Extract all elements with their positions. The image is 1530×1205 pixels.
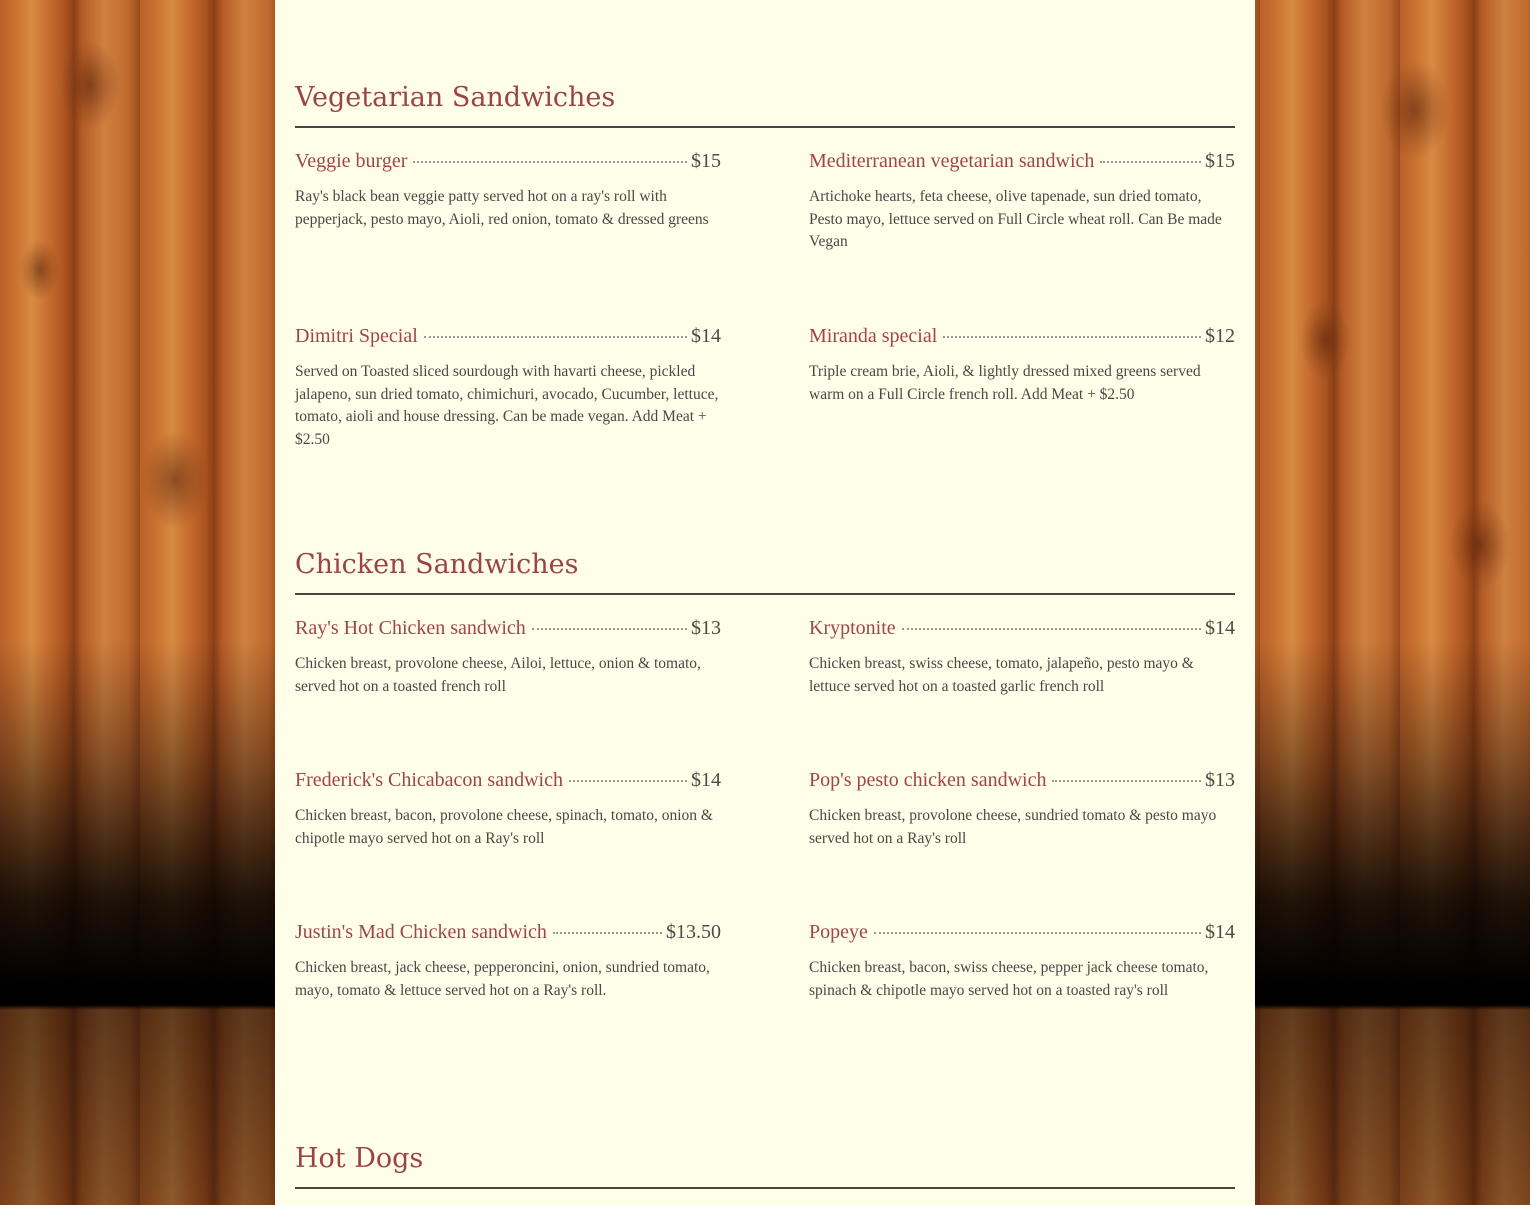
menu-item bbox=[809, 150, 1235, 254]
dot-leader bbox=[553, 932, 662, 934]
menu-item-name: Veggie burger bbox=[295, 150, 408, 172]
dot-leader bbox=[569, 780, 687, 782]
menu-item-price: $13.50 bbox=[666, 921, 721, 943]
menu-item-description: Chicken breast, provolone cheese, Ailoi, lettuce, onion & tomato, served hot on a toasted french roll bbox=[295, 655, 701, 695]
dot-leader bbox=[532, 628, 687, 630]
menu-item-price: $13 bbox=[691, 617, 721, 639]
menu-item-price: $14 bbox=[1205, 921, 1235, 943]
menu-item-description: Chicken breast, bacon, swiss cheese, pepper jack cheese tomato, spinach & chipotle mayo served hot on a toasted ray's roll bbox=[809, 959, 1209, 999]
section-title: Hot Dogs bbox=[295, 1143, 424, 1174]
menu-item bbox=[295, 325, 721, 451]
wood-knot bbox=[1380, 60, 1450, 160]
menu-item bbox=[809, 769, 1235, 850]
dot-leader bbox=[1052, 780, 1201, 782]
wood-knot bbox=[1300, 300, 1350, 380]
menu-item bbox=[295, 921, 721, 1002]
wood-knot bbox=[140, 430, 210, 530]
menu-item-price: $14 bbox=[1205, 617, 1235, 639]
menu-item-name: Dimitri Special bbox=[295, 325, 418, 347]
dot-leader bbox=[1100, 161, 1201, 163]
menu-item-price: $15 bbox=[691, 150, 721, 172]
menu-item-price: $14 bbox=[691, 325, 721, 347]
menu-item-description: Ray's black bean veggie patty served hot on a ray's roll with pepperjack, pesto mayo, Aioli, red onion, tomato & dressed greens bbox=[295, 188, 709, 228]
menu-item-name: Miranda special bbox=[809, 325, 938, 347]
section-divider bbox=[295, 126, 1235, 128]
menu-item-header bbox=[295, 150, 721, 176]
dot-leader bbox=[874, 932, 1201, 934]
menu-item-header bbox=[295, 617, 721, 643]
menu-item-price: $12 bbox=[1205, 325, 1235, 347]
menu-item-description: Chicken breast, jack cheese, pepperoncini, onion, sundried tomato, mayo, tomato & lettuce served hot on a Ray's roll. bbox=[295, 959, 710, 999]
menu-item bbox=[295, 617, 721, 698]
menu-page bbox=[275, 0, 1255, 1205]
menu-item-description: Served on Toasted sliced sourdough with havarti cheese, pickled jalapeno, sun dried tomato, chimichuri, avocado, Cucumber, lettuce, tomato, aioli and house dressing. Can be made vegan. Add Meat + $2.50 bbox=[295, 363, 719, 448]
menu-item-header bbox=[295, 325, 721, 351]
menu-item-name: Kryptonite bbox=[809, 617, 896, 639]
menu-item-name: Justin's Mad Chicken sandwich bbox=[295, 921, 547, 943]
menu-item-header bbox=[809, 325, 1235, 351]
menu-item-price: $15 bbox=[1205, 150, 1235, 172]
section-title: Chicken Sandwiches bbox=[295, 549, 579, 580]
menu-item-description: Triple cream brie, Aioli, & lightly dressed mixed greens served warm on a Full Circle french roll. Add Meat + $2.50 bbox=[809, 363, 1201, 403]
menu-item-name: Ray's Hot Chicken sandwich bbox=[295, 617, 526, 639]
menu-item-price: $13 bbox=[1205, 769, 1235, 791]
wood-knot bbox=[1450, 500, 1510, 590]
menu-item-header bbox=[809, 921, 1235, 947]
menu-item-header bbox=[295, 769, 721, 795]
menu-item-name: Pop's pesto chicken sandwich bbox=[809, 769, 1047, 791]
menu-item bbox=[295, 769, 721, 850]
section-title: Vegetarian Sandwiches bbox=[295, 82, 616, 113]
menu-item-name: Popeye bbox=[809, 921, 868, 943]
menu-item-description: Chicken breast, provolone cheese, sundried tomato & pesto mayo served hot on a Ray's roll bbox=[809, 807, 1217, 847]
menu-item bbox=[809, 617, 1235, 698]
menu-item-price: $14 bbox=[691, 769, 721, 791]
menu-item-name: Mediterranean vegetarian sandwich bbox=[809, 150, 1095, 172]
menu-item bbox=[809, 921, 1235, 1002]
menu-item-name: Frederick's Chicabacon sandwich bbox=[295, 769, 563, 791]
menu-item bbox=[809, 325, 1235, 406]
menu-item-description: Chicken breast, bacon, provolone cheese, spinach, tomato, onion & chipotle mayo served hot on a Ray's roll bbox=[295, 807, 713, 847]
section-chicken-sandwiches bbox=[295, 551, 1235, 1041]
menu-item bbox=[295, 150, 721, 231]
dot-leader bbox=[902, 628, 1201, 630]
menu-item-header bbox=[295, 921, 721, 947]
section-vegetarian-sandwiches bbox=[295, 84, 1235, 464]
dot-leader bbox=[943, 336, 1201, 338]
section-divider bbox=[295, 593, 1235, 595]
wood-knot bbox=[60, 40, 120, 130]
dot-leader bbox=[424, 336, 687, 338]
menu-item-header bbox=[809, 150, 1235, 176]
menu-item-header bbox=[809, 769, 1235, 795]
dot-leader bbox=[413, 161, 687, 163]
section-divider bbox=[295, 1187, 1235, 1189]
section-hot-dogs bbox=[295, 1145, 1235, 1205]
menu-item-header bbox=[809, 617, 1235, 643]
menu-item-description: Chicken breast, swiss cheese, tomato, jalapeño, pesto mayo & lettuce served hot on a toasted garlic french roll bbox=[809, 655, 1194, 695]
wood-knot bbox=[20, 240, 60, 300]
menu-item-description: Artichoke hearts, feta cheese, olive tapenade, sun dried tomato, Pesto mayo, lettuce served on Full Circle wheat roll. Can Be made Vegan bbox=[809, 188, 1222, 250]
